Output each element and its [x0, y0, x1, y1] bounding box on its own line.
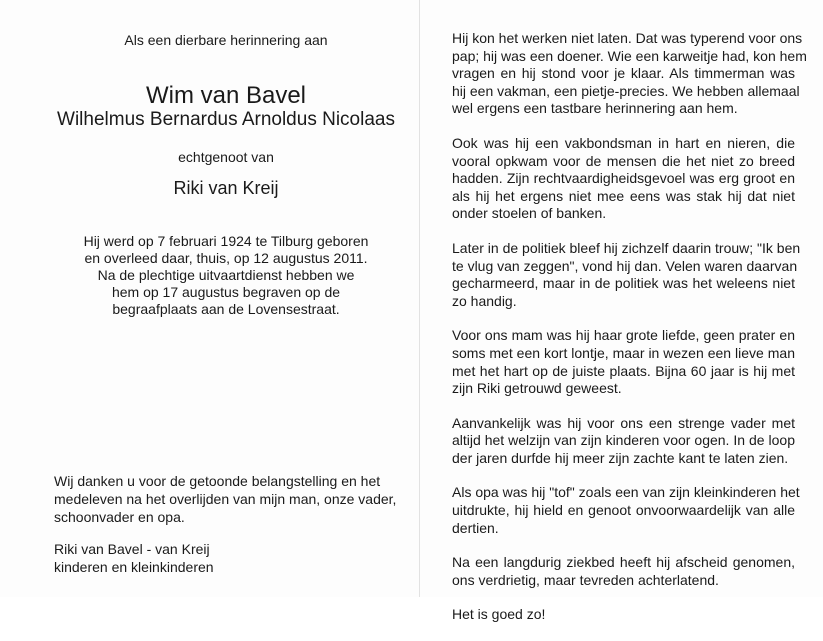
paragraph-line: Ook was hij een vakbondsman in hart en nieren, die	[452, 134, 795, 151]
paragraph-line: zijn Riki getrouwd geweest.	[452, 380, 622, 397]
spouse-name: Riki van Kreij	[173, 178, 279, 198]
thanks-line: medeleven na het overlijden van mijn man, onze vader,	[54, 491, 397, 507]
paragraph-line: Later in de politiek bleef hij zichzelf daarin trouw; "Ik ben	[452, 239, 801, 256]
paragraph-line: hij een vakman, een pietje-precies. We hebben allemaal	[452, 82, 800, 99]
paragraph-line: vragen en hij stond voor je klaar. Als timmerman was	[452, 65, 795, 82]
paragraph-politics	[452, 239, 801, 310]
paragraph-line: onder stoelen of banken.	[452, 205, 607, 222]
paragraph-line: dertien.	[452, 519, 499, 536]
biography-line: en overleed daar, thuis, op 12 augustus 2011.	[84, 250, 368, 266]
paragraph-line: der jaren durfde hij meer zijn zachte kant te laten zien.	[452, 449, 789, 466]
paragraph-line: Hij kon het werken niet laten. Dat was typerend voor ons	[452, 30, 803, 46]
biography-line: Hij werd op 7 februari 1924 te Tilburg geboren	[83, 233, 369, 249]
paragraph-closing	[452, 606, 795, 624]
paragraph-line: Als opa was hij "tof" zoals een van zijn kleinkinderen het	[452, 484, 800, 501]
paragraph-line: vooral opkwam voor de mensen die het niet zo breed	[452, 152, 795, 169]
paragraph-work	[452, 30, 807, 118]
thanks-line: schoonvader en opa.	[54, 509, 185, 525]
paragraph-line: altijd het welzijn van zijn kinderen voor ogen. In de loop	[452, 432, 795, 449]
closing-line: Het is goed zo!	[452, 606, 546, 623]
paragraph-line: te vlug van zeggen", vond hij dan. Velen waren daarvan	[452, 257, 798, 274]
deceased-name: Wim van Bavel	[145, 82, 307, 109]
deceased-full-name: Wilhelmus Bernardus Arnoldus Nicolaas	[57, 109, 395, 130]
intro-text: Als een dierbare herinnering aan	[124, 32, 328, 48]
paragraph-line: soms met een kort lontje, maar in wezen een lieve man	[452, 344, 795, 361]
paragraph-line: Voor ons mam was hij haar grote liefde, geen prater en	[452, 327, 795, 344]
paragraph-line: Aanvankelijk was hij voor ons een strenge vader met	[452, 414, 795, 431]
right-panel	[452, 30, 807, 641]
signature-line: Riki van Bavel - van Kreij	[54, 541, 210, 557]
paragraph-line: ons verdrietig, maar tevreden achterlatend.	[452, 571, 719, 588]
paragraph-mother	[452, 327, 795, 397]
biography	[40, 233, 412, 318]
paragraph-line: als hij het ergens niet mee eens was stak hij dat niet	[452, 187, 795, 204]
spouse-relation: echtgenoot van	[178, 149, 274, 165]
paragraph-line: pap; hij was een doener. Wie een karweitje had, kon hem	[452, 47, 807, 64]
signature-block	[54, 540, 414, 576]
paragraph-line: hadden. Zijn rechtvaardigheidsgevoel was erg groot en	[452, 170, 795, 187]
biography-line: begraafplaats aan de Lovensestraat.	[112, 301, 340, 317]
signature-line: kinderen en kleinkinderen	[54, 559, 214, 575]
paragraph-line: gecharmeerd, maar in de politiek was het weleens niet	[452, 275, 795, 292]
biography-line: hem op 17 augustus begraven op de	[111, 284, 341, 300]
paragraph-union	[452, 135, 795, 223]
paragraph-line: uitdrukte, hij hield en genoot onvoorwaardelijk van alle	[452, 502, 795, 519]
biography-line: Na de plechtige uitvaartdienst hebben we	[97, 267, 355, 283]
paragraph-father	[452, 415, 795, 468]
paragraph-line: met het hart op de juiste plaats. Bijna 60 jaar is hij met	[452, 362, 795, 379]
paragraph-line: zo handig.	[452, 292, 517, 309]
paragraph-grandfather	[452, 484, 800, 537]
paragraph-line: wel ergens een tastbare herinnering aan hem.	[452, 100, 738, 117]
thanks-message	[54, 472, 414, 526]
paragraph-farewell	[452, 554, 795, 589]
thanks-line: Wij danken u voor de getoonde belangstelling en het	[54, 473, 381, 489]
paragraph-line: Na een langdurig ziekbed heeft hij afscheid genomen,	[452, 554, 795, 571]
card-fold-line	[419, 0, 420, 597]
